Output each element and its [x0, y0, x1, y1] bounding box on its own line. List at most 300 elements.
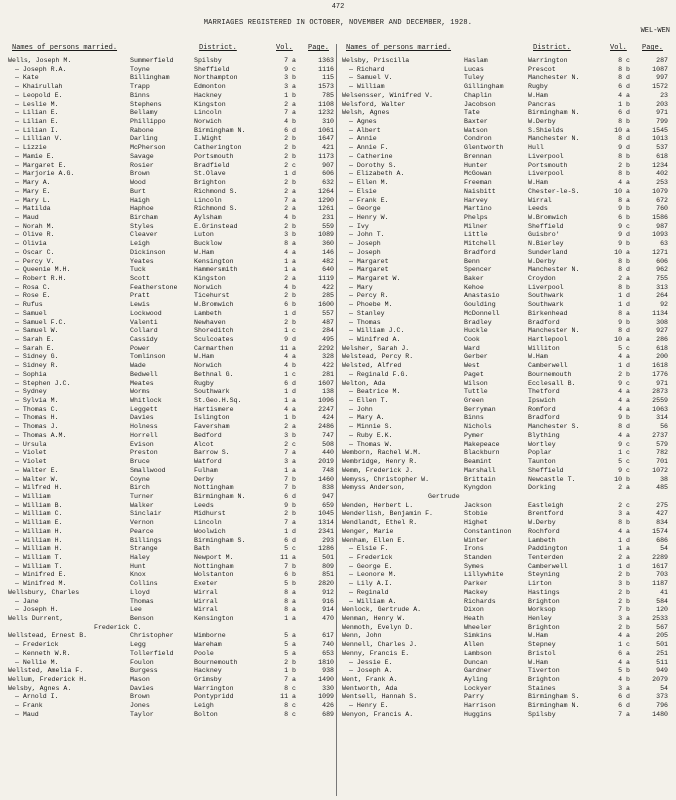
person-name: — Rufus	[15, 301, 43, 309]
spouse-surname: McDonnell	[464, 309, 500, 317]
district: W.Derby	[528, 257, 556, 265]
volume: 4 a	[284, 405, 296, 413]
person-name: Welsby, Agnes A.	[8, 684, 72, 692]
district: Liverpool	[528, 152, 564, 160]
person-name: Wenden, Herbert L.	[342, 501, 414, 509]
page-ref: 120	[656, 606, 668, 614]
district: E.Grinstead	[194, 222, 238, 230]
page-ref: 41	[660, 588, 668, 596]
district: Richmond S.	[194, 205, 238, 213]
spouse-surname: Toyne	[130, 65, 150, 73]
spouse-surname: Berryman	[464, 405, 496, 413]
register-entry	[342, 275, 668, 284]
volume: 8 b	[618, 152, 630, 160]
volume: 2 b	[284, 135, 296, 143]
district: Portsmouth	[194, 152, 234, 160]
register-entry	[342, 284, 668, 293]
register-entry	[342, 249, 668, 258]
volume: 4 a	[618, 632, 630, 640]
register-entry	[8, 702, 334, 711]
volume: 2 b	[618, 161, 630, 169]
register-entry	[342, 397, 668, 406]
volume: 1 c	[618, 641, 630, 649]
district: Birmingham N.	[194, 492, 246, 500]
page-ref: 1261	[318, 205, 334, 213]
volume: 3 b	[284, 74, 296, 82]
spouse-surname: Parry	[464, 693, 484, 701]
register-entry	[342, 205, 668, 214]
district: N.Bierley	[528, 240, 564, 248]
district: Wortley	[528, 440, 556, 448]
spouse-surname: Paget	[464, 370, 484, 378]
spouse-surname: Tollerfield	[130, 649, 174, 657]
volume: 2 b	[618, 597, 630, 605]
spouse-surname: Cleaver	[130, 231, 158, 239]
spouse-surname: Bellamy	[130, 109, 158, 117]
register-entry	[8, 502, 334, 511]
spouse-surname: Rosier	[130, 161, 154, 169]
person-name: — Percy R.	[349, 292, 389, 300]
right-column-header	[342, 44, 668, 56]
volume: 6 b	[618, 213, 630, 221]
spouse-surname: Highet	[464, 519, 488, 527]
register-entry	[342, 632, 668, 641]
volume: 11 a	[280, 553, 296, 561]
person-name: — Walter W.	[15, 475, 59, 483]
spouse-surname: Beamint	[464, 458, 492, 466]
district: Birkenhead	[528, 309, 568, 317]
spouse-surname: McGowan	[464, 170, 492, 178]
page-ref: 1271	[652, 248, 668, 256]
person-name: — William E.	[15, 519, 63, 527]
district: Spilsby	[194, 57, 222, 64]
register-entry	[8, 362, 334, 371]
person-name: Wenn, John	[342, 632, 382, 640]
district: Sheffield	[528, 466, 564, 474]
volume: 1 c	[284, 370, 296, 378]
spouse-surname: Cook	[464, 336, 480, 343]
spouse-surname: Phillippo	[130, 118, 166, 126]
person-name: Wellsted, Amelia F.	[8, 667, 84, 675]
register-entry	[8, 336, 334, 345]
volume: 8 b	[618, 519, 630, 527]
register-entry	[8, 676, 334, 685]
register-entry	[8, 650, 334, 659]
spouse-surname: Rabone	[130, 126, 154, 134]
district: Bolton	[194, 710, 218, 718]
volume: 7 a	[284, 196, 296, 204]
page-ref: 231	[322, 213, 334, 221]
person-name: Wenger, Marie	[342, 527, 394, 535]
person-name: — William B.	[15, 501, 63, 509]
spouse-surname: Irons	[464, 545, 484, 553]
person-name: Gertrude	[428, 492, 460, 500]
register-entry	[342, 519, 668, 528]
page-ref: 1087	[652, 65, 668, 73]
volume: 6 d	[284, 379, 296, 387]
spouse-surname: Holness	[130, 423, 158, 431]
volume: 10 a	[614, 336, 630, 343]
district: Birmingham N.	[194, 126, 246, 134]
page-ref: 689	[322, 710, 334, 718]
district: Bucklow	[194, 240, 222, 248]
volume: 2 b	[284, 152, 296, 160]
page-ref: 851	[322, 571, 334, 579]
register-entry	[342, 423, 668, 432]
person-name: — Thomas	[349, 318, 381, 326]
register-entry	[8, 301, 334, 310]
volume: 8 d	[618, 327, 630, 335]
page-ref: 747	[322, 431, 334, 439]
district: Norwich	[194, 118, 222, 126]
person-name: — Ellen T.	[349, 397, 389, 405]
spouse-surname: Huckle	[464, 327, 488, 335]
spouse-surname: Spencer	[464, 266, 492, 274]
spouse-surname: Haigh	[130, 196, 150, 204]
page-ref: 785	[322, 91, 334, 99]
person-name: Frederick C.	[94, 623, 142, 631]
district: Islington	[194, 414, 230, 422]
district: Leeds	[194, 501, 214, 509]
register-entry	[8, 266, 334, 275]
person-name: — Thomas C.	[15, 405, 59, 413]
district: W.Ham	[528, 632, 548, 640]
district: Wimborne	[194, 632, 226, 640]
spouse-surname: Naisbitt	[464, 187, 496, 195]
page-ref: 313	[656, 283, 668, 291]
district: Hammersmith	[194, 266, 238, 274]
district: W.Bromwich	[194, 301, 234, 309]
register-entry	[342, 493, 668, 502]
register-entry	[342, 118, 668, 127]
district: Midhurst	[194, 510, 226, 518]
volume: 9 c	[618, 379, 630, 387]
register-entry	[8, 528, 334, 537]
spouse-surname: Lillywhite	[464, 571, 504, 579]
register-entry	[8, 214, 334, 223]
register-entry	[342, 109, 668, 118]
volume: 1 d	[284, 388, 296, 396]
person-name: — Joseph A.	[349, 667, 393, 675]
page-ref: 2292	[318, 344, 334, 352]
register-entry	[8, 240, 334, 249]
volume: 4 a	[618, 353, 630, 361]
volume: 9 c	[618, 440, 630, 448]
page-ref: 203	[656, 100, 668, 108]
volume: 11 a	[280, 693, 296, 701]
register-entry	[8, 476, 334, 485]
district: Bedford	[194, 431, 222, 439]
volume: 6 d	[284, 536, 296, 544]
district: Newcastle T.	[528, 475, 576, 483]
page-ref: 92	[660, 301, 668, 309]
register-entry	[342, 528, 668, 537]
page-ref: 799	[656, 118, 668, 126]
spouse-surname: Lloyd	[130, 588, 150, 596]
page-ref: 834	[656, 519, 668, 527]
person-name: — John	[349, 405, 373, 413]
spouse-surname: Kehoe	[464, 283, 484, 291]
register-entry	[342, 74, 668, 83]
page-ref: 485	[656, 484, 668, 492]
register-entry	[8, 258, 334, 267]
volume: 3 b	[284, 231, 296, 239]
page-ref: 1134	[652, 309, 668, 317]
register-entry	[342, 711, 668, 720]
person-name: — Beatrice M.	[349, 388, 401, 396]
person-name: — Jessie E.	[349, 658, 393, 666]
register-entry	[8, 101, 334, 110]
volume: 9 b	[618, 205, 630, 213]
district: Staines	[528, 684, 556, 692]
page-ref: 1572	[652, 83, 668, 91]
register-entry	[8, 83, 334, 92]
spouse-surname: Leigh	[130, 240, 150, 248]
district: Leigh	[194, 702, 214, 710]
district: Rochford	[528, 527, 560, 535]
spouse-surname: Benn	[464, 257, 480, 265]
district: Exeter	[194, 580, 218, 588]
register-entry	[8, 711, 334, 720]
district: Brighton	[528, 676, 560, 684]
names-header: Names of persons married.	[12, 44, 118, 52]
spouse-surname: Lucas	[464, 65, 484, 73]
volume: 4 a	[618, 91, 630, 99]
person-name: — Agnes	[349, 118, 377, 126]
person-name: — Kenneth W.R.	[15, 649, 71, 657]
volume: 2 a	[618, 484, 630, 492]
register-entry	[342, 179, 668, 188]
district: Edmonton	[194, 83, 226, 91]
register-entry	[342, 624, 668, 633]
volume: 1 d	[618, 362, 630, 370]
register-entry	[8, 292, 334, 301]
volume: 8 a	[618, 196, 630, 204]
volume: 4 a	[618, 527, 630, 535]
column-divider	[336, 44, 337, 796]
person-name: — Violet	[15, 458, 47, 466]
register-entry	[342, 458, 668, 467]
district: Brighton	[528, 623, 560, 631]
register-entry	[8, 74, 334, 83]
district: Thetford	[528, 388, 560, 396]
volume: 6 d	[618, 693, 630, 701]
district: Wirral	[194, 588, 218, 596]
person-name: Wenmoth, Evelyn D.	[342, 623, 414, 631]
spouse-surname: Binns	[130, 91, 150, 99]
spouse-surname: Kyngdon	[464, 484, 492, 492]
spouse-surname: Darling	[130, 135, 158, 143]
volume: 5 a	[284, 641, 296, 649]
district: Woolwich	[194, 527, 226, 535]
volume: 8 d	[618, 74, 630, 82]
person-name: — Henry E.	[349, 702, 389, 710]
district: Watford	[194, 458, 222, 466]
spouse-surname: Tate	[464, 109, 480, 117]
page-ref: 1061	[318, 126, 334, 134]
page-ref: 421	[322, 144, 334, 152]
page-ref: 2737	[652, 431, 668, 439]
district: Birmingham N.	[528, 109, 580, 117]
person-name: Wenyon, Francis A.	[342, 710, 414, 718]
page-ref: 640	[322, 266, 334, 274]
spouse-surname: Makepeace	[464, 440, 500, 448]
person-name: — Margaret	[349, 266, 389, 274]
district: Grimsby	[194, 676, 222, 684]
spouse-surname: Duncan	[464, 658, 488, 666]
register-entry	[342, 371, 668, 380]
person-name: — Joseph	[349, 240, 381, 248]
person-name: Wemyss, Christopher W.	[342, 475, 430, 483]
page-ref: 1600	[318, 301, 334, 309]
district: Newhaven	[194, 318, 226, 326]
volume: 8 b	[618, 283, 630, 291]
volume: 8 d	[618, 266, 630, 274]
person-name: Wenham, Ellen E.	[342, 536, 406, 544]
person-name: — Rosa C.	[15, 283, 51, 291]
district: Manchester N.	[528, 74, 580, 82]
right-entries	[342, 57, 668, 720]
page-ref: 308	[656, 318, 668, 326]
volume: 2 a	[284, 187, 296, 195]
register-entry	[342, 484, 668, 493]
district: Lincoln	[194, 196, 222, 204]
district: Pontypridd	[194, 693, 234, 701]
volume: 2 c	[618, 501, 630, 509]
spouse-surname: Savage	[130, 152, 154, 160]
district: Luton	[194, 231, 214, 239]
district: Sheffield	[528, 222, 564, 230]
person-name: — Ursula	[15, 440, 47, 448]
page-ref: 809	[322, 562, 334, 570]
spouse-surname: Sinclair	[130, 510, 162, 518]
spouse-surname: Blackburn	[464, 449, 500, 457]
person-name: — Frederick	[15, 641, 59, 649]
register-entry	[342, 406, 668, 415]
register-entry	[342, 170, 668, 179]
spouse-surname: Phelps	[464, 213, 488, 221]
register-entry	[342, 83, 668, 92]
spouse-surname: Stephens	[130, 100, 162, 108]
district: Aylsham	[194, 213, 222, 221]
page-ref: 63	[660, 240, 668, 248]
person-name: — Mary E.	[15, 187, 51, 195]
person-name: — Annie F.	[349, 144, 389, 152]
volume: 5 b	[618, 667, 630, 675]
register-entry	[342, 144, 668, 153]
volume: 8 c	[284, 684, 296, 692]
person-name: — William A.	[349, 597, 397, 605]
register-entry	[342, 510, 668, 519]
spouse-surname: Evison	[130, 440, 154, 448]
page-header: Page.	[308, 44, 330, 52]
volume: 2 b	[284, 510, 296, 518]
spouse-surname: Christopher	[130, 632, 174, 640]
district: W.Ham	[528, 353, 548, 361]
page-ref: 632	[322, 179, 334, 187]
page-ref: 755	[656, 274, 668, 282]
page-ref: 1264	[318, 187, 334, 195]
surname-range: WEL-WEN	[640, 27, 670, 35]
spouse-surname: Bircham	[130, 213, 158, 221]
spouse-surname: Brown	[130, 693, 150, 701]
district: Camberwell	[528, 362, 568, 370]
page-ref: 54	[660, 684, 668, 692]
district: Liverpool	[528, 283, 564, 291]
page-ref: 947	[322, 492, 334, 500]
person-name: Wenlock, Gertrude A.	[342, 606, 422, 614]
district: Pancras	[528, 100, 556, 108]
spouse-surname: Standen	[464, 553, 492, 561]
page-ref: 659	[322, 501, 334, 509]
person-name: — Margaret W.	[349, 274, 401, 282]
register-entry	[342, 676, 668, 685]
page-ref: 115	[322, 74, 334, 82]
volume: 8 a	[284, 597, 296, 605]
register-entry	[8, 624, 334, 633]
volume: 1 d	[618, 536, 630, 544]
volume: 10 b	[614, 475, 630, 483]
register-entry	[8, 231, 334, 240]
page-ref: 971	[656, 109, 668, 117]
register-entry	[8, 153, 334, 162]
page-ref: 987	[656, 222, 668, 230]
spouse-surname: Worms	[130, 388, 150, 396]
volume: 2 b	[284, 318, 296, 326]
register-entry	[342, 231, 668, 240]
spouse-surname: Mitchell	[464, 240, 496, 248]
page-ref: 971	[656, 379, 668, 387]
volume: 9 b	[618, 240, 630, 248]
person-name: — Margaret	[349, 257, 389, 265]
page-ref: 470	[322, 615, 334, 622]
spouse-surname: Horrell	[130, 431, 158, 439]
page-ref: 1647	[318, 135, 334, 143]
register-entry	[8, 66, 334, 75]
person-name: — Mary A.	[15, 179, 51, 187]
register-entry	[8, 197, 334, 206]
district: W.Ham	[528, 91, 548, 99]
district: Rugby	[194, 379, 214, 387]
district: Hartlepool	[528, 336, 568, 343]
spouse-surname: Scott	[130, 274, 150, 282]
district: Lambeth	[528, 536, 556, 544]
page-ref: 653	[322, 649, 334, 657]
page-ref: 1290	[318, 196, 334, 204]
spouse-surname: Dixon	[464, 606, 484, 614]
volume: 2 a	[284, 423, 296, 431]
volume: 9 c	[284, 65, 296, 73]
person-name: — Ruby E.K.	[349, 431, 393, 439]
register-entry	[8, 284, 334, 293]
spouse-surname: Lockwood	[130, 309, 162, 317]
volume: 8 b	[618, 65, 630, 73]
district: Sheffield	[194, 65, 230, 73]
page-ref: 1173	[318, 152, 334, 160]
page-ref: 1045	[318, 510, 334, 518]
page-ref: 748	[322, 466, 334, 474]
spouse-surname: Burt	[130, 187, 146, 195]
page-ref: 703	[656, 571, 668, 579]
person-name: — Matilda	[15, 205, 51, 213]
register-entry	[8, 388, 334, 397]
register-entry	[8, 319, 334, 328]
district: Lincoln	[194, 519, 222, 527]
volume: 9 b	[284, 501, 296, 509]
page-ref: 1116	[318, 65, 334, 73]
register-entry	[8, 589, 334, 598]
volume: 8 b	[618, 170, 630, 178]
